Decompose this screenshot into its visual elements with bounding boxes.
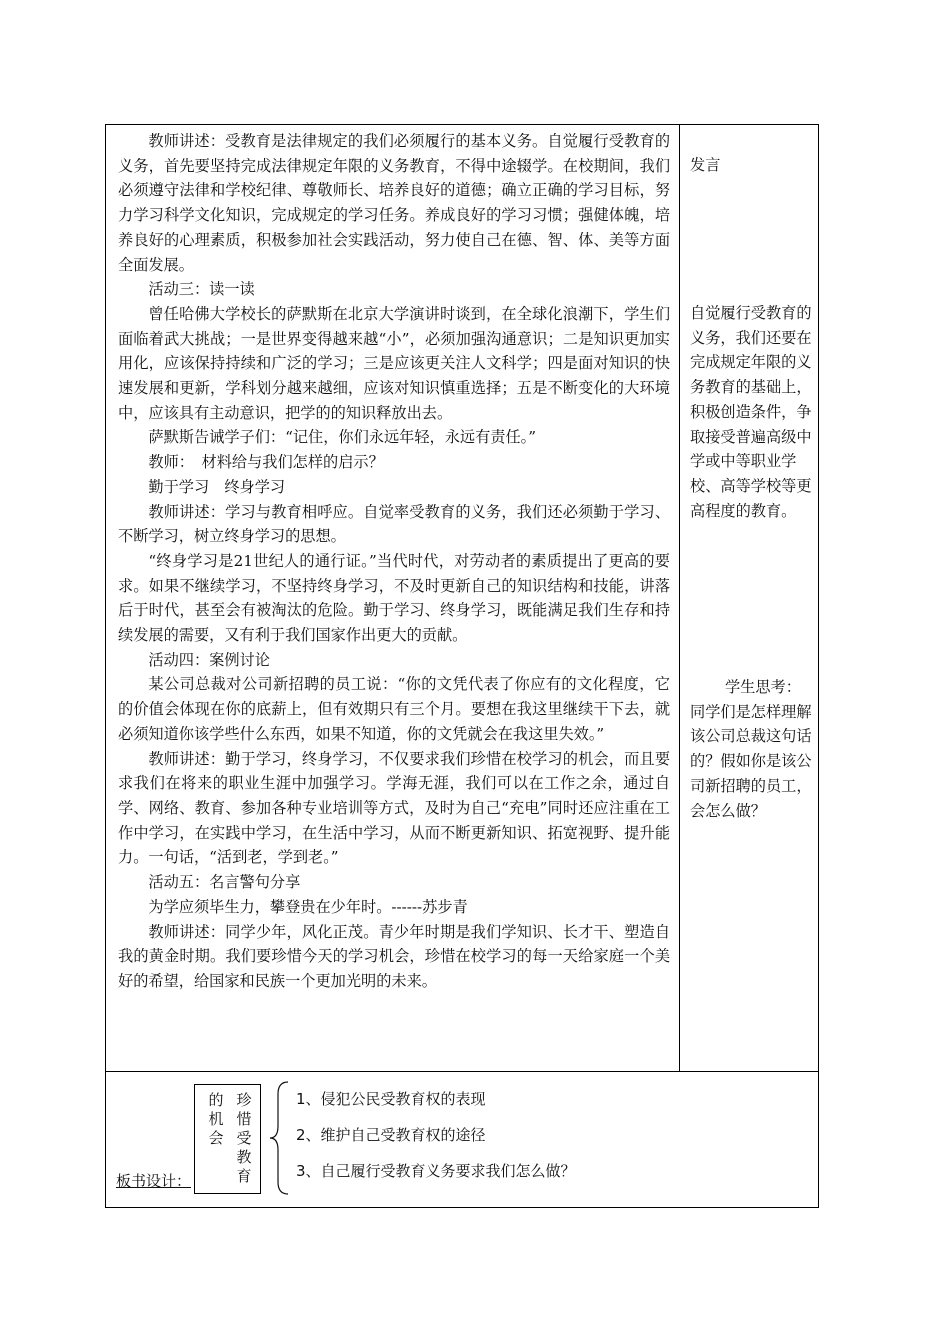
paragraph: 萨默斯告诫学子们：“记住，你们永远年轻，永远有责任。” [148, 428, 537, 447]
paragraph: 教师： 材料给与我们怎样的启示？ [148, 453, 384, 472]
main-text [118, 129, 670, 994]
board-item: 3、自己履行受教育义务要求我们怎么做？ [296, 1162, 576, 1180]
side-speak [690, 153, 812, 178]
board-title-box [194, 1084, 261, 1194]
side-think [690, 675, 812, 823]
side-summary-text: 自觉履行受教育的义务，我们还要在完成规定年限的义务教育的基础上，积极创造条件，争取接受普遍高级中学或中等职业学校、高等学校等更高程度的教育。 [690, 304, 812, 520]
brace-icon [268, 1080, 290, 1196]
paragraph: 为学应须毕生力，攀登贵在少年时。------苏步青 [148, 897, 468, 916]
paragraph: 活动三：读一读 [148, 280, 255, 299]
box-column-1: 珍惜受教育 [236, 1091, 252, 1185]
paragraph: 教师讲述：受教育是法律规定的我们必须履行的基本义务。自觉履行受教育的义务，首先要坚持完成法律规定年限的义务教育，不得中途辍学。在校期间，我们必须遵守法律和学校纪律、尊敬师长、培养良好的道德；确立正确的学习目标，努力学习科学文化知识，完成规定的学习任务。养成良好的学习习惯；强健体魄，培养良好的心理素质，积极参加社会实践活动，努力使自己在德、智、体、美等方面全面发展。 [118, 132, 670, 274]
paragraph: 曾任哈佛大学校长的萨默斯在北京大学演讲时谈到，在全球化浪潮下，学生们面临着武大挑战；一是世界变得越来越“小”，必须加强沟通意识；二是知识更加实用化，应该保持持续和广泛的学习；三是应该更关注人文科学；四是面对知识的快速发展和更新，学科划分越来越细，应该对知识慎重选择；五是不断变化的大环境中，应该具有主动意识，把学的的知识释放出去。 [118, 304, 670, 422]
main-content-cell [106, 125, 680, 1071]
paragraph: 活动五：名言警句分享 [148, 873, 301, 892]
board-label [116, 1170, 199, 1191]
lesson-table [105, 124, 819, 1208]
board-design-row [106, 1071, 818, 1207]
paragraph: “终身学习是21世纪人的通行证。”当代时代，对劳动者的素质提出了更高的要求。如果不继续学习，不坚持终身学习，不及时更新自己的知识结构和技能，讲落后于时代，甚至会有被淘汰的危险。勤于学习、终身学习，既能满足我们生存和持续发展的需要，又有利于我们国家作出更大的贡献。 [118, 551, 670, 645]
board-item: 2、维护自己受教育权的途径 [296, 1126, 486, 1144]
side-speak-text: 发言 [690, 156, 721, 174]
paragraph: 活动四：案例讨论 [148, 650, 270, 669]
side-notes-cell [680, 125, 818, 1071]
paragraph: 勤于学习 终身学习 [148, 477, 286, 496]
side-think-title: 学生思考： [724, 678, 801, 696]
paragraph: 教师讲述：同学少年，风化正茂。青少年时期是我们学知识、长才干、塑造自我的黄金时期。我们要珍惜今天的学习机会，珍惜在校学习的每一天给家庭一个美好的希望，给国家和民族一个更加光明的未来。 [118, 922, 670, 990]
paragraph: 教师讲述：勤于学习，终身学习，不仅要求我们珍惜在校学习的机会，而且要求我们在将来的职业生涯中加强学习。学海无涯，我们可以在工作之余，通过自学、网络、教育、参加各种专业培训等方式，及时为自己“充电”同时还应注重在工作中学习，在实践中学习，在生活中学习，从而不断更新知识、拓宽视野、提升能力。一句话，“活到老，学到老。” [118, 749, 670, 867]
side-summary [690, 301, 812, 523]
side-think-body: 同学们是怎样理解该公司总裁这句话的？假如你是该公司新招聘的员工，会怎么做？ [690, 702, 812, 820]
box-column-2: 的机会 [208, 1091, 224, 1147]
board-label-text: 板书设计： [116, 1172, 192, 1190]
paragraph: 教师讲述：学习与教育相呼应。自觉率受教育的义务，我们还必须勤于学习、不断学习，树立终身学习的思想。 [118, 502, 670, 546]
board-item: 1、侵犯公民受教育权的表现 [296, 1090, 486, 1108]
paragraph: 某公司总裁对公司新招聘的员工说：“你的文凭代表了你应有的文化程度，它的价值会体现在你的底薪上，但有效期只有三个月。要想在我这里继续干下去，就必须知道你该学些什么东西，如果不知道，你的文凭就会在我这里失效。” [118, 675, 670, 743]
